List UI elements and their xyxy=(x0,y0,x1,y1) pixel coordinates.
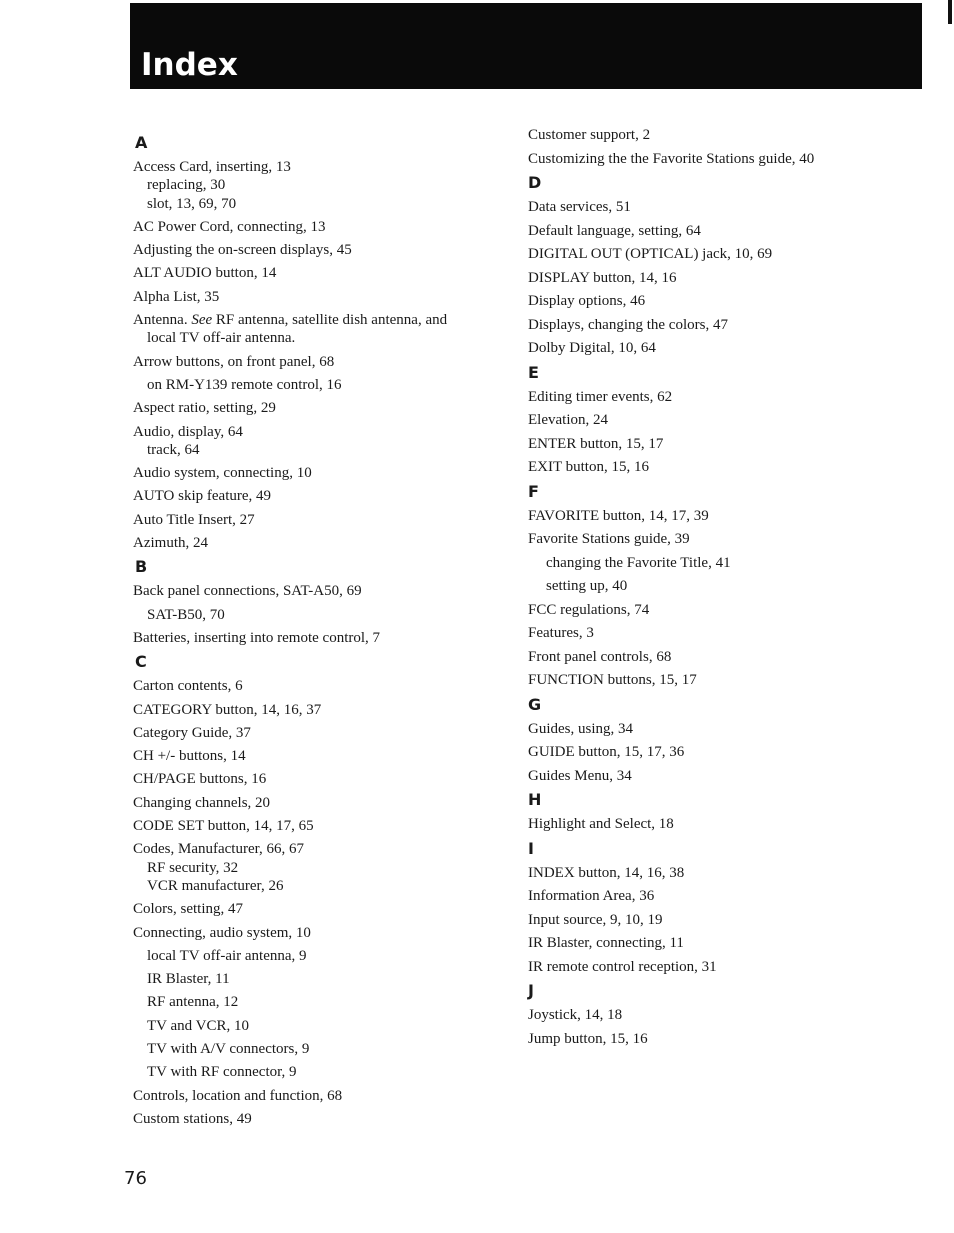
index-subentry: VCR manufacturer, 26 xyxy=(147,877,284,894)
index-subentry: on RM-Y139 remote control, 16 xyxy=(147,376,342,393)
index-entry: CODE SET button, 14, 17, 65 xyxy=(133,818,314,835)
index-entry: Editing timer events, 62 xyxy=(528,388,673,405)
index-entry: GUIDE button, 15, 17, 36 xyxy=(528,744,685,760)
section-letter-b: B xyxy=(135,557,148,577)
section-letter-i: I xyxy=(528,838,534,858)
section-letter-c: C xyxy=(135,652,147,672)
index-entry: Features, 3 xyxy=(528,625,594,641)
index-entry: Colors, setting, 47 xyxy=(133,901,244,918)
index-subentry: RF security, 32 xyxy=(147,859,239,876)
index-entry: Auto Title Insert, 27 xyxy=(133,511,255,528)
index-subentry: SAT-B50, 70 xyxy=(147,606,225,623)
index-entry: Display options, 46 xyxy=(528,293,646,309)
index-entry: Access Card, inserting, 13 xyxy=(133,159,291,175)
index-entry-continuation: local TV off-air antenna. xyxy=(147,330,296,347)
index-entry: Antenna. See RF antenna, satellite dish antenna, and xyxy=(133,312,448,329)
index-subentry: TV and VCR, 10 xyxy=(147,1017,249,1034)
index-entry: DIGITAL OUT (OPTICAL) jack, 10, 69 xyxy=(528,246,773,262)
index-entry: Changing channels, 20 xyxy=(133,794,271,811)
index-entry: Front panel controls, 68 xyxy=(528,648,672,665)
section-letter-g: G xyxy=(528,694,542,714)
index-subentry: track, 64 xyxy=(147,441,200,458)
index-subentry: TV with A/V connectors, 9 xyxy=(147,1040,310,1057)
section-letter-h: H xyxy=(528,790,542,809)
index-entry: Joystick, 14, 18 xyxy=(528,1007,623,1023)
index-subentry: RF antenna, 12 xyxy=(147,994,239,1011)
index-entry: Input source, 9, 10, 19 xyxy=(528,911,663,928)
index-entry: IR Blaster, connecting, 11 xyxy=(528,935,684,951)
index-entry: ALT AUDIO button, 14 xyxy=(133,265,277,282)
index-subentry: local TV off-air antenna, 9 xyxy=(147,947,307,964)
index-entry: Batteries, inserting into remote control, 7 xyxy=(133,629,381,646)
index-entry: Arrow buttons, on front panel, 68 xyxy=(133,353,335,370)
index-entry: CH +/- buttons, 14 xyxy=(133,748,246,765)
section-letter-f: F xyxy=(528,481,539,501)
index-column-left xyxy=(133,130,493,1133)
section-letter-d: D xyxy=(528,173,542,192)
index-entry: Azimuth, 24 xyxy=(133,535,208,552)
index-entry: Guides Menu, 34 xyxy=(528,767,632,784)
page-edge-mark xyxy=(948,0,952,24)
index-entry: Codes, Manufacturer, 66, 67 xyxy=(133,841,305,858)
index-entry: FUNCTION buttons, 15, 17 xyxy=(528,672,697,688)
index-column-right xyxy=(528,126,888,1053)
section-letter-j: J xyxy=(528,981,534,1000)
section-letter-e: E xyxy=(528,362,539,382)
index-entry: Elevation, 24 xyxy=(528,412,608,428)
index-entry: FAVORITE button, 14, 17, 39 xyxy=(528,507,709,524)
index-entry: Carton contents, 6 xyxy=(133,678,243,695)
see-reference: See xyxy=(191,312,213,329)
index-entry: Jump button, 15, 16 xyxy=(528,1030,648,1047)
index-header-bar xyxy=(130,3,922,89)
index-entry: Data services, 51 xyxy=(528,199,631,215)
index-entry: Audio system, connecting, 10 xyxy=(133,465,312,482)
index-entry: Back panel connections, SAT-A50, 69 xyxy=(133,583,362,600)
index-subentry: IR Blaster, 11 xyxy=(147,971,230,988)
index-entry: Category Guide, 37 xyxy=(133,724,251,741)
index-entry: AC Power Cord, connecting, 13 xyxy=(133,218,326,235)
index-entry: ENTER button, 15, 17 xyxy=(528,435,664,452)
index-entry: Controls, location and function, 68 xyxy=(133,1087,343,1104)
index-entry: Customer support, 2 xyxy=(528,127,651,143)
index-entry: Connecting, audio system, 10 xyxy=(133,924,311,941)
index-entry: INDEX button, 14, 16, 38 xyxy=(528,864,685,881)
page-title: Index xyxy=(141,47,238,83)
section-letter-a: A xyxy=(135,133,148,152)
index-subentry: setting up, 40 xyxy=(546,578,628,594)
index-entry: Aspect ratio, setting, 29 xyxy=(133,400,276,417)
page-number: 76 xyxy=(124,1168,147,1189)
index-subentry: slot, 13, 69, 70 xyxy=(147,195,237,212)
index-subentry: changing the Favorite Title, 41 xyxy=(546,554,731,571)
index-entry: Information Area, 36 xyxy=(528,888,655,904)
index-entry: CATEGORY button, 14, 16, 37 xyxy=(133,701,322,718)
index-entry: Default language, setting, 64 xyxy=(528,222,701,239)
index-entry: Adjusting the on-screen displays, 45 xyxy=(133,242,352,259)
index-entry: EXIT button, 15, 16 xyxy=(528,459,649,475)
index-entry: FCC regulations, 74 xyxy=(528,601,650,618)
index-entry: Alpha List, 35 xyxy=(133,288,220,305)
index-entry: Favorite Stations guide, 39 xyxy=(528,531,690,547)
index-entry: Custom stations, 49 xyxy=(133,1110,252,1127)
index-entry: Dolby Digital, 10, 64 xyxy=(528,340,656,356)
index-entry: Displays, changing the colors, 47 xyxy=(528,316,728,333)
index-entry: AUTO skip feature, 49 xyxy=(133,488,272,505)
index-subentry: TV with RF connector, 9 xyxy=(147,1064,297,1081)
index-entry: IR remote control reception, 31 xyxy=(528,958,717,975)
index-entry: DISPLAY button, 14, 16 xyxy=(528,269,677,286)
index-entry: Customizing the the Favorite Stations guide, 40 xyxy=(528,150,815,167)
index-entry: Audio, display, 64 xyxy=(133,423,243,440)
index-subentry: replacing, 30 xyxy=(147,177,226,194)
index-entry: Highlight and Select, 18 xyxy=(528,816,674,832)
index-entry: Guides, using, 34 xyxy=(528,720,633,737)
index-entry: CH/PAGE buttons, 16 xyxy=(133,771,267,788)
